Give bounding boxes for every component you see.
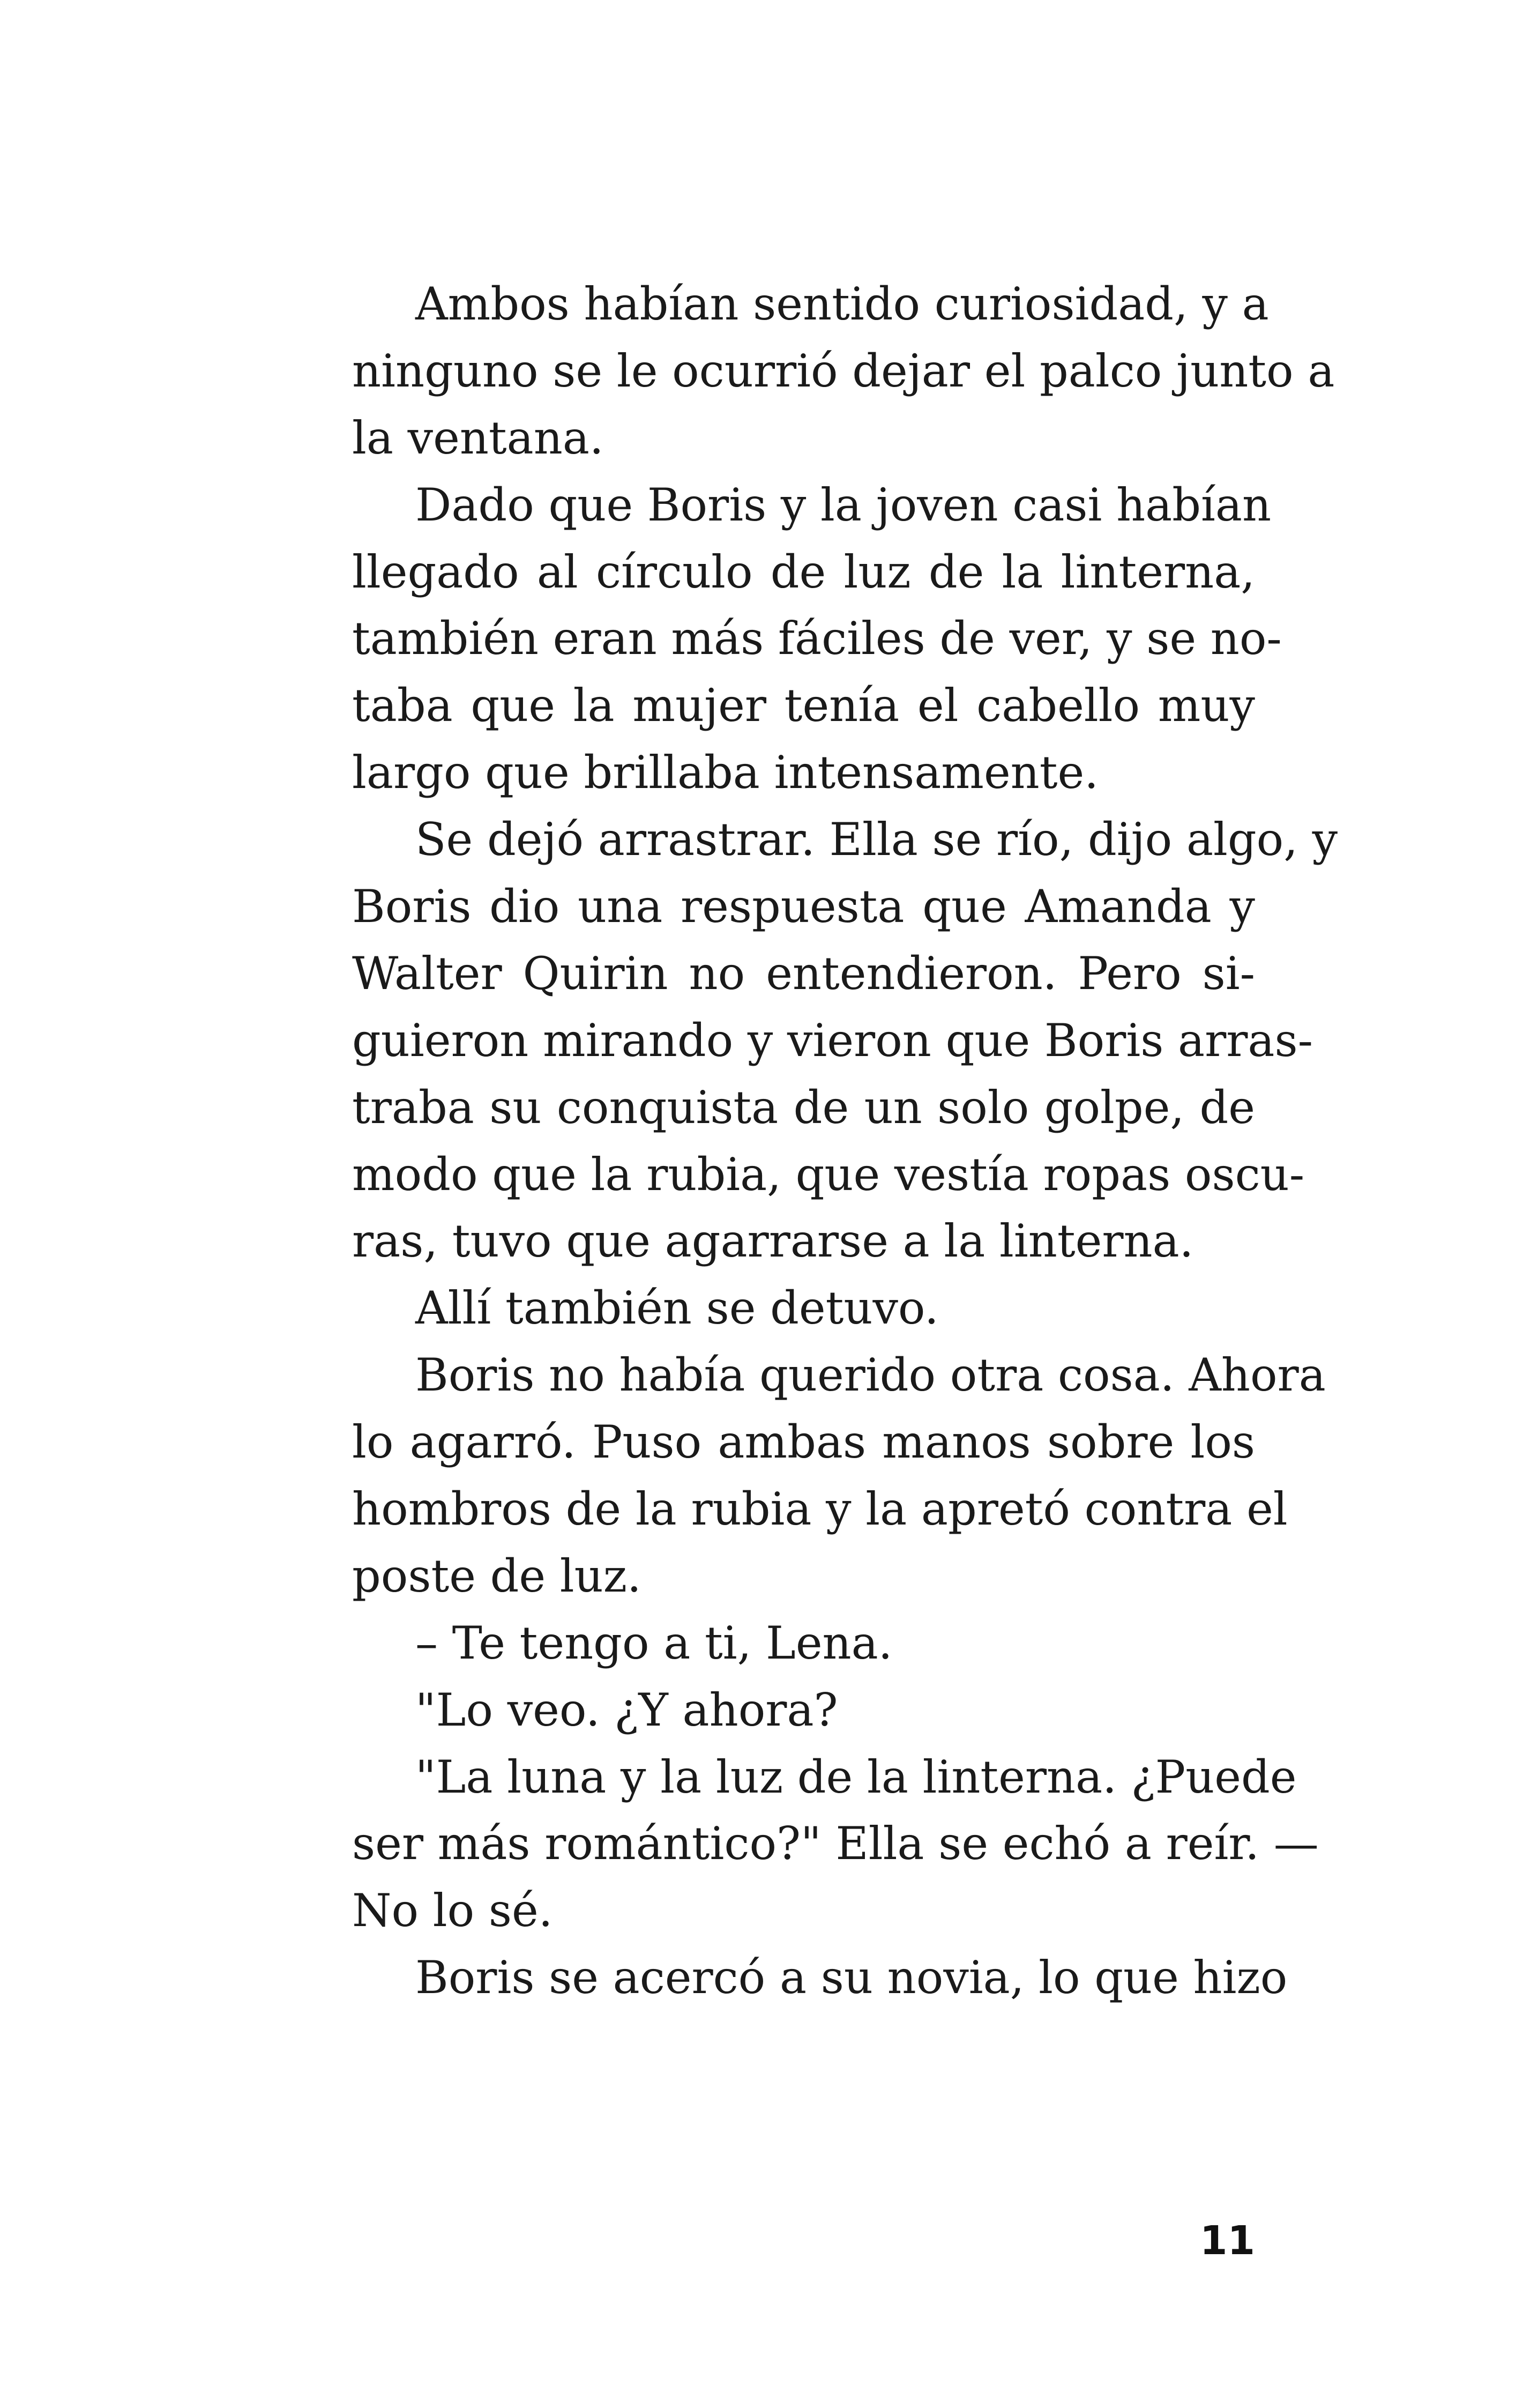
text-line: Boris se acercó a su novia, lo que hizo [415, 1951, 1288, 2004]
body-text [352, 271, 1338, 2011]
text-line: guieron mirando y vieron que Boris arras- [352, 1014, 1313, 1067]
text-line: llegado al círculo de luz de la linterna, [352, 545, 1255, 598]
text-line: "La luna y la luz de la linterna. ¿Puede [415, 1750, 1297, 1803]
text-line: la ventana. [352, 411, 604, 464]
text-line: Boris no había querido otra cosa. Ahora [415, 1349, 1326, 1402]
text-line: largo que brillaba intensamente. [352, 746, 1099, 799]
text-line: Boris dio una respuesta que Amanda y [352, 880, 1255, 933]
text-line: ras, tuvo que agarrarse a la linterna. [352, 1215, 1194, 1268]
text-line: Dado que Boris y la joven casi habían [415, 478, 1272, 531]
text-line: modo que la rubia, que vestía ropas oscu- [352, 1148, 1305, 1201]
text-line: lo agarró. Puso ambas manos sobre los [352, 1416, 1255, 1469]
page-number: 11 [1200, 2218, 1255, 2264]
text-line: taba que la mujer tenía el cabello muy [352, 679, 1255, 732]
text-line: Se dejó arrastrar. Ella se río, dijo algo, y [415, 813, 1338, 866]
text-line: Walter Quirin no entendieron. Pero si- [352, 947, 1255, 1000]
text-line: poste de luz. [352, 1549, 641, 1602]
text-line: "Lo veo. ¿Y ahora? [415, 1683, 838, 1736]
text-line: ninguno se le ocurrió dejar el palco junto a [352, 344, 1335, 397]
text-line: ser más romántico?" Ella se echó a reír. — [352, 1817, 1319, 1870]
text-line: – Te tengo a ti, Lena. [415, 1616, 893, 1669]
text-line: también eran más fáciles de ver, y se no- [352, 612, 1282, 665]
text-line: Allí también se detuvo. [415, 1282, 939, 1335]
text-line: hombros de la rubia y la apretó contra el [352, 1483, 1288, 1536]
text-line: Ambos habían sentido curiosidad, y a [415, 278, 1269, 330]
text-line: traba su conquista de un solo golpe, de [352, 1081, 1255, 1134]
text-line: No lo sé. [352, 1884, 553, 1937]
